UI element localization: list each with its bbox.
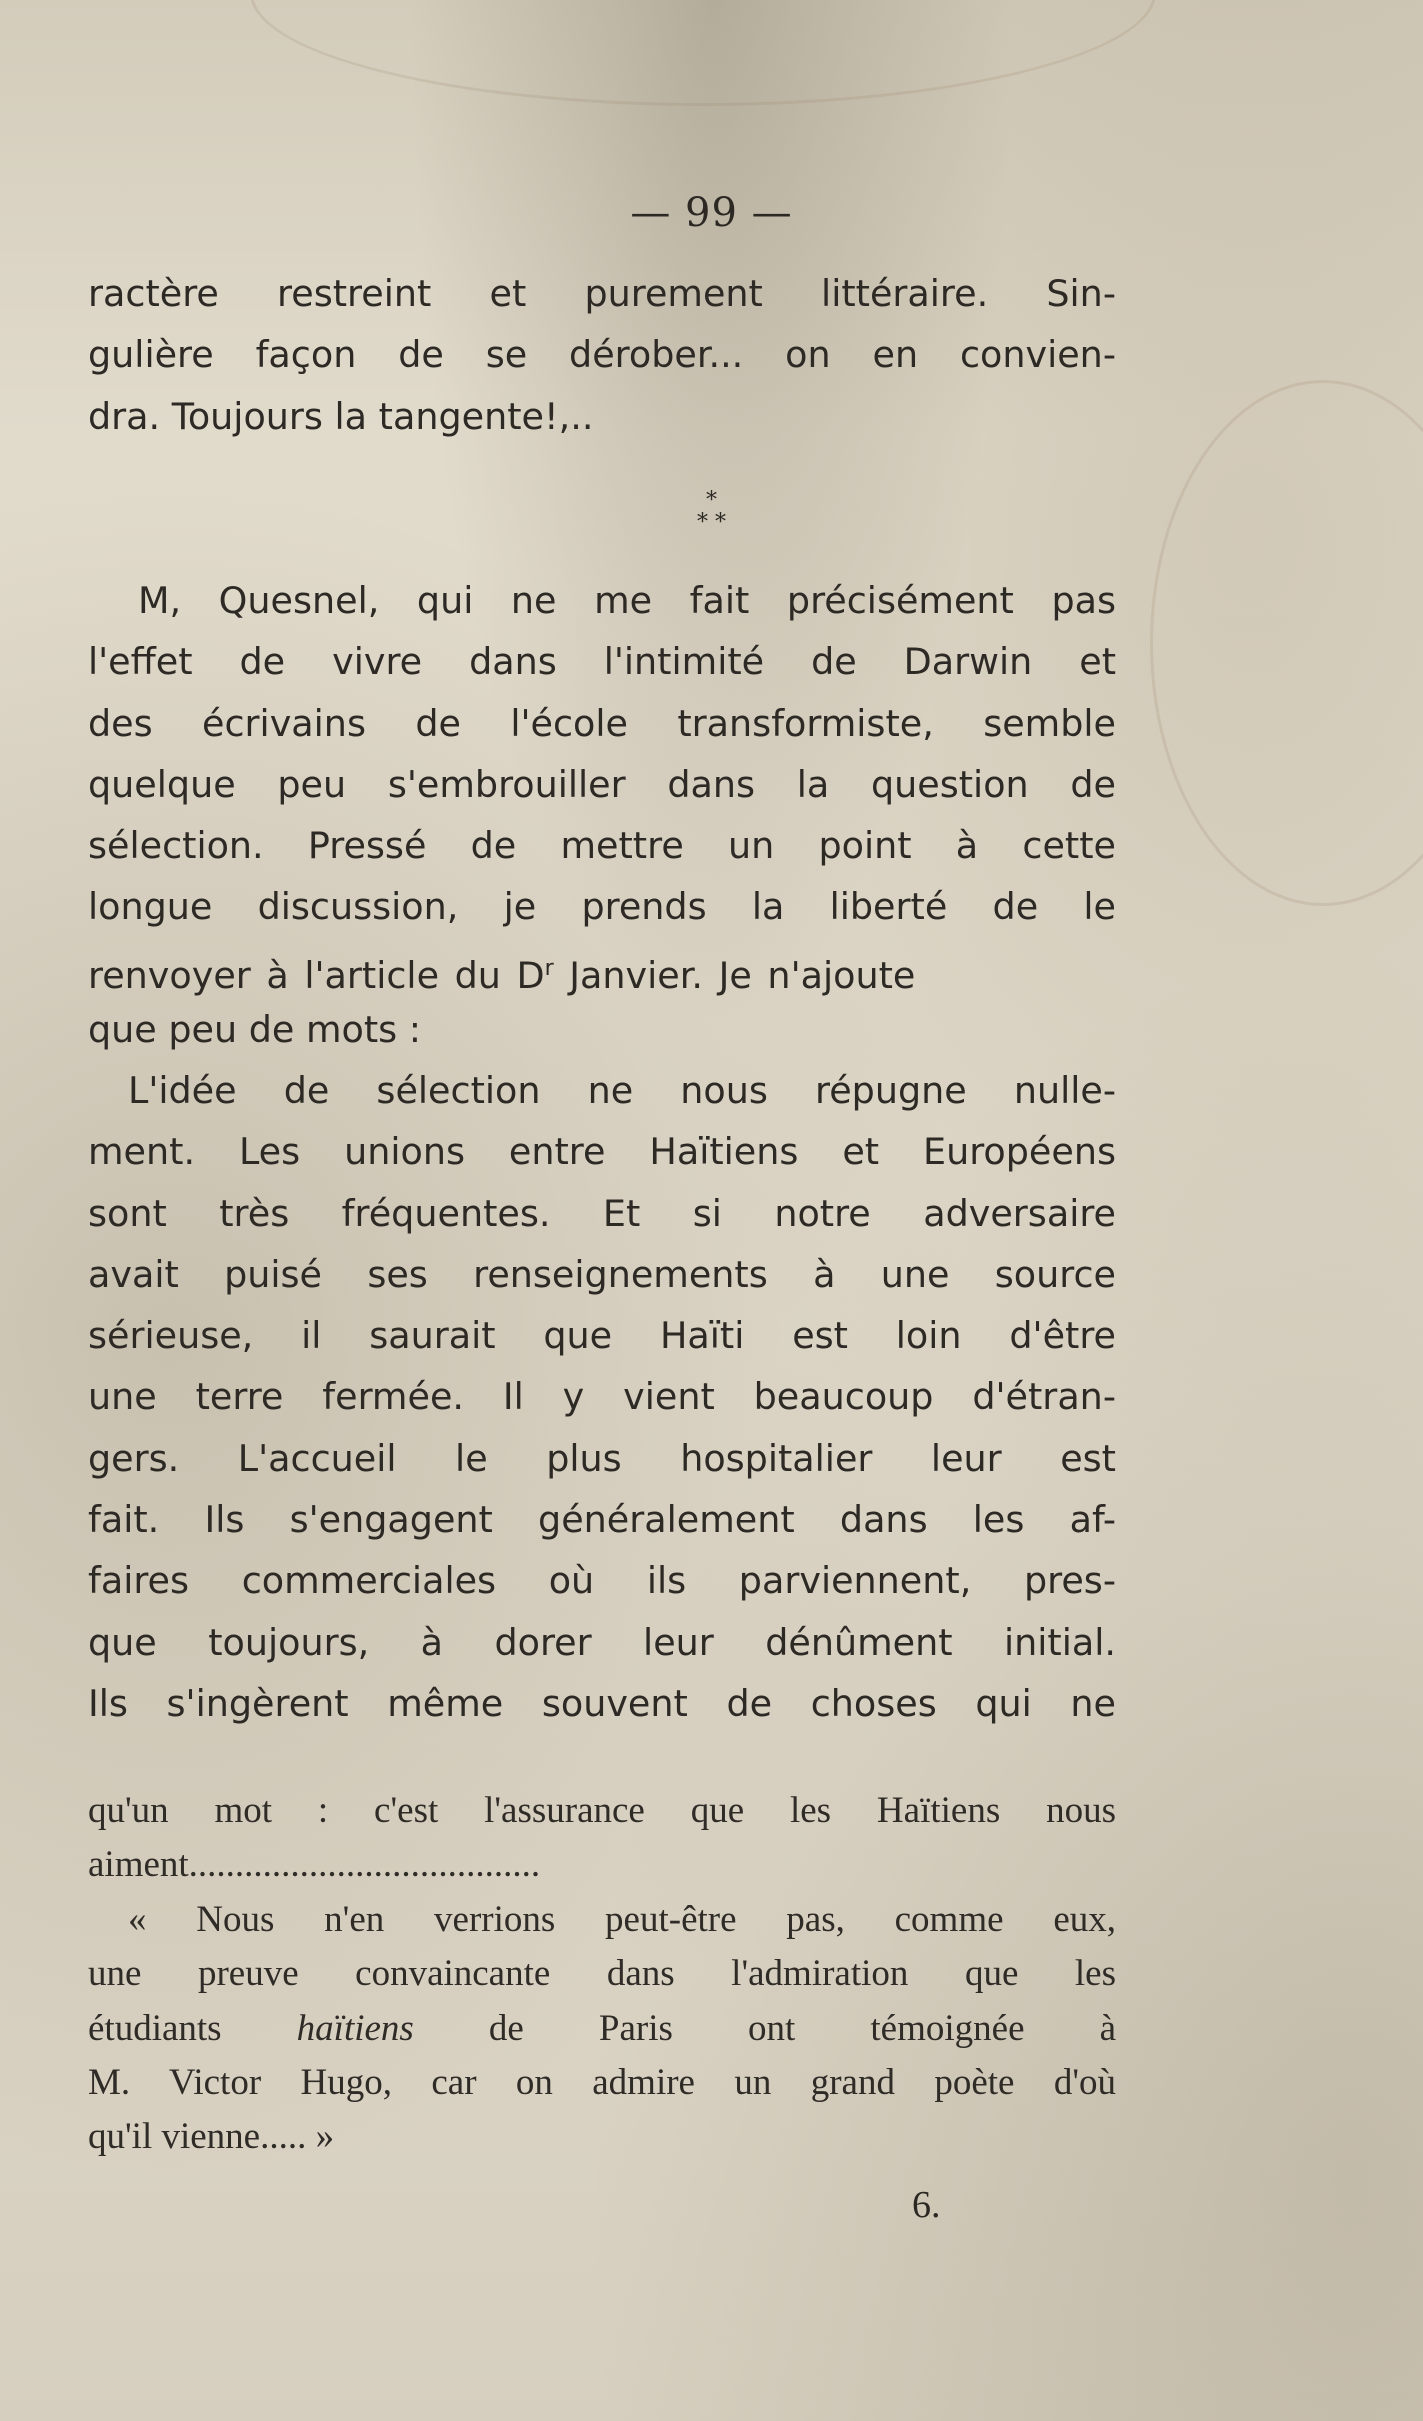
doctor-tail: Janvier. Je n'ajoute [553, 953, 916, 997]
quote-line-emphasis [88, 2002, 1116, 2056]
quote-line: une preuve convaincante dans l'admiration que les [88, 1953, 1116, 1995]
text-line: l'effet de vivre dans l'intimité de Darwin et [88, 640, 1116, 684]
text-line: sélection. Pressé de mettre un point à cette [88, 824, 1116, 868]
quote-line: M. Victor Hugo, car on admire un grand poète d'où [88, 2061, 1116, 2103]
text-line: M, Quesnel, qui ne me fait précisément pas [138, 579, 1116, 622]
text-line: gers. L'accueil le plus hospitalier leur est [88, 1436, 1116, 1480]
text-line: sérieuse, il saurait que Haïti est loin d'être [88, 1314, 1116, 1358]
text-line: des écrivains de l'école transformiste, semble [88, 701, 1116, 745]
text-line: ment. Les unions entre Haïtiens et Européens [88, 1130, 1116, 1174]
italic-word: haïtiens [296, 2007, 414, 2049]
text-line: gulière façon de se dérober... on en convien- [88, 333, 1116, 377]
page-number-header: — 99 — [630, 190, 793, 236]
doctor-superscript: r [544, 955, 554, 981]
text-line-doctor [88, 938, 1116, 999]
page-stain [1150, 380, 1423, 906]
paragraph-quesnel [88, 570, 1116, 1060]
quote-text: étudiants [88, 2007, 297, 2049]
quote-line-leaders: aiment...................................... [88, 1844, 541, 1886]
text-line: sont très fréquentes. Et si notre adversaire [88, 1191, 1116, 1235]
text-line: longue discussion, je prends la liberté de le [88, 885, 1116, 929]
quote-line: qu'un mot : c'est l'assurance que les Haïtiens nous [88, 1790, 1116, 1831]
text-line: que toujours, à dorer leur dénûment initial. [88, 1620, 1116, 1664]
text-line: fait. Ils s'engagent généralement dans les af- [88, 1498, 1116, 1542]
quote-line: « Nous n'en verrions peut-être pas, comme eux, [128, 1898, 1116, 1940]
text-line: ractère restreint et purement littéraire. Sin- [88, 272, 1116, 315]
asterism-bottom: * * [697, 510, 726, 535]
text-line: L'idée de sélection ne nous répugne nulle- [128, 1069, 1116, 1112]
text-line: faires commerciales où ils parviennent, pres- [88, 1559, 1116, 1603]
text-line: une terre fermée. Il y vient beaucoup d'étran- [88, 1375, 1116, 1419]
asterism-top: * [706, 488, 717, 513]
text-line: dra. Toujours la tangente!,.. [88, 394, 594, 438]
text-line: avait puisé ses renseignements à une source [88, 1252, 1116, 1296]
text-line: quelque peu s'embrouiller dans la question de [88, 762, 1116, 806]
asterism-separator [0, 490, 1423, 534]
signature-mark: 6. [912, 2184, 941, 2226]
doctor-prefix: renvoyer à l'article du D [88, 953, 545, 997]
text-line: Ils s'ingèrent même souvent de choses qui ne [88, 1681, 1116, 1725]
quote-line: qu'il vienne..... » [88, 2116, 335, 2158]
paragraph-selection [88, 1060, 1116, 1734]
quote-text: de Paris ont témoignée à [413, 2007, 1116, 2049]
page-stain [250, 0, 1156, 106]
quoted-passage [88, 1784, 1116, 2165]
text-line: que peu de mots : [88, 1008, 422, 1052]
main-text-top [88, 263, 1116, 447]
